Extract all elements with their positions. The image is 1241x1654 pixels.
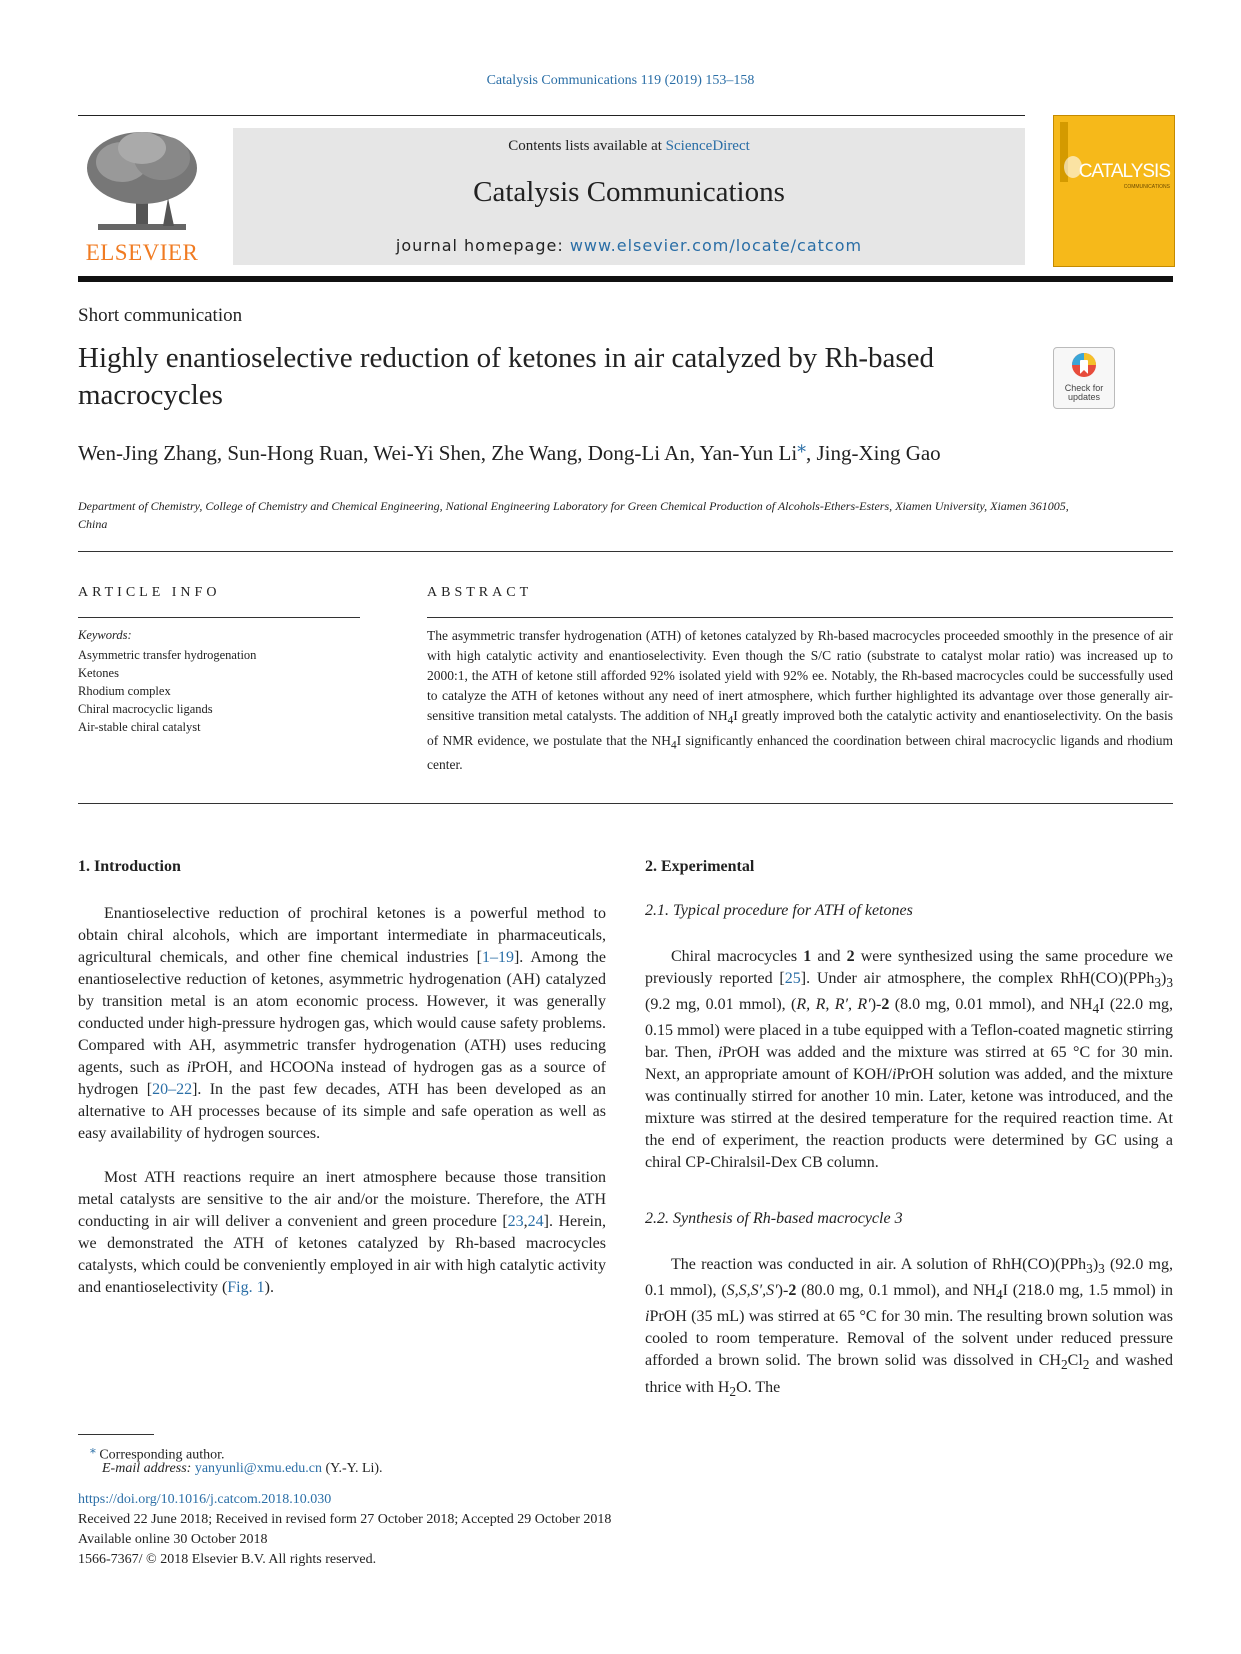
- citation-link[interactable]: 24: [527, 1213, 544, 1230]
- subscript: 3: [1086, 1261, 1093, 1277]
- paper-title: Highly enantioselective reduction of ketones in air catalyzed by Rh-based macrocycles: [78, 342, 935, 411]
- experimental-paragraph: [645, 946, 1173, 1174]
- journal-cover[interactable]: [1053, 115, 1175, 267]
- subscript: 4: [995, 1287, 1003, 1303]
- abstract-text: I significantly enhanced the coordination between chiral macrocyclic ligands and rhodium center.: [427, 732, 1174, 773]
- text: and: [811, 948, 847, 965]
- subscript: 4: [671, 739, 677, 752]
- text: ): [1092, 1256, 1099, 1273]
- check-updates-button[interactable]: [1053, 347, 1115, 409]
- journal-homepage: [233, 236, 1025, 255]
- check-updates-label: Check for updates: [1064, 383, 1104, 402]
- subscript: 4: [1092, 1001, 1100, 1017]
- citation-link[interactable]: 23: [507, 1213, 524, 1230]
- text: S,S,S′,S′: [726, 1282, 778, 1300]
- experimental-paragraph: [645, 1254, 1173, 1403]
- received-dates: Received 22 June 2018; Received in revised form 27 October 2018; Accepted 29 October 2018: [78, 1512, 612, 1527]
- cover-title: CATALYSIS: [1078, 161, 1170, 182]
- text: Chiral macrocycles: [671, 948, 804, 965]
- text: ]. Among the enantioselective reduction of ketones, asymmetric hydrogenation (AH) catalyzed by transition metal is an atom economic process. However, it was generally conducted under high-pressure hydrogen gas, which would cause safety problems. Compared with AH, asymmetric transfer hydrogenation (ATH) uses reducing agents, such as: [78, 949, 606, 1076]
- keywords-label: Keywords:: [78, 628, 132, 642]
- subsection-heading: 2.2. Synthesis of Rh-based macrocycle 3: [645, 1210, 903, 1227]
- top-rule: [78, 115, 1025, 116]
- subscript: 4: [727, 714, 734, 727]
- journal-title: Catalysis Communications: [473, 176, 785, 208]
- subscript: 3: [1098, 1261, 1105, 1277]
- citation-link[interactable]: 1–19: [481, 949, 514, 966]
- text: O. The: [736, 1378, 781, 1396]
- text: ]. Under air atmosphere, the complex RhH(CO)(PPh: [800, 970, 1155, 987]
- check-updates-icon: [1071, 352, 1097, 382]
- authors-text: Wen-Jing Zhang, Sun-Hong Ruan, Wei-Yi Shen, Zhe Wang, Dong-Li An, Yan-Yun Li: [78, 441, 798, 465]
- text: I (22.0 mg, 0.15 mmol) were placed in a tube equipped with a Teflon-coated magnetic stirring bar. Then,: [645, 996, 1174, 1062]
- text: )-: [870, 996, 882, 1014]
- text: )-: [777, 1282, 789, 1300]
- abstract-heading: ABSTRACT: [427, 585, 533, 600]
- abstract-body: [427, 626, 1173, 775]
- footnote-mark: ⁎: [90, 1443, 96, 1456]
- text: i: [645, 1308, 650, 1326]
- author-list: [78, 431, 1018, 468]
- text: (9.2 mg, 0.01 mmol), (: [645, 996, 797, 1014]
- section-heading-introduction: 1. Introduction: [78, 858, 181, 875]
- email-label: E-mail address:: [102, 1461, 195, 1476]
- text: i: [718, 1044, 723, 1062]
- text: ]. In the past few decades, ATH has been developed as an alternative to AH processes because of its simple and safe operation as well as easy availability of hydrogen sources.: [78, 1081, 607, 1142]
- subscript: 2: [1060, 1357, 1068, 1373]
- compound-number: 2: [846, 948, 855, 965]
- keyword: Air-stable chiral catalyst: [78, 720, 201, 734]
- journal-citation[interactable]: Catalysis Communications 119 (2019) 153–158: [486, 73, 755, 88]
- text: (Y.-Y. Li).: [322, 1461, 383, 1476]
- text: PrOH was added and the mixture was stirred at 65 °C for 30 min. Next, an appropriate amount of KOH/: [645, 1044, 1173, 1084]
- text: I (218.0 mg, 1.5 mmol) in: [1002, 1282, 1173, 1300]
- corresponding-author-mark[interactable]: ⁎: [797, 436, 806, 456]
- journal-header-box: [233, 128, 1025, 265]
- compound-number: 2: [788, 1282, 797, 1300]
- divider: [78, 803, 1173, 804]
- section-heading-experimental: 2. Experimental: [645, 858, 755, 875]
- online-date: Available online 30 October 2018: [78, 1532, 268, 1547]
- contents-prefix: Contents lists available at: [508, 138, 666, 154]
- homepage-link[interactable]: www.elsevier.com/locate/catcom: [569, 236, 863, 255]
- article-type: Short communication: [78, 305, 243, 326]
- subscript: 3: [1154, 975, 1161, 991]
- text: ).: [264, 1279, 274, 1296]
- keyword: Ketones: [78, 666, 119, 680]
- header-thick-rule: [78, 276, 1173, 282]
- text: i: [891, 1066, 897, 1084]
- text: (92.0 mg, 0.1 mmol), (: [645, 1256, 1173, 1300]
- footnote-rule: [78, 1434, 154, 1435]
- keyword: Chiral macrocyclic ligands: [78, 702, 213, 716]
- keyword: Asymmetric transfer hydrogenation: [78, 648, 257, 662]
- text: Cl: [1067, 1352, 1083, 1370]
- text: ): [1161, 970, 1167, 987]
- subscript: 2: [1082, 1357, 1090, 1373]
- subscript: 3: [1166, 975, 1173, 991]
- text: (80.0 mg, 0.1 mmol), and NH: [796, 1282, 996, 1300]
- citation-link[interactable]: 25: [784, 970, 801, 987]
- divider: [78, 617, 360, 618]
- cover-subtitle: COMMUNICATIONS: [1123, 184, 1170, 190]
- elsevier-logo-text[interactable]: ELSEVIER: [85, 240, 199, 265]
- abstract-text: The asymmetric transfer hydrogenation (ATH) of ketones catalyzed by Rh-based macrocycles proceeded smoothly in the presence of air with high catalytic activity and enantioselectivity. Even though the S/C ratio (substrate to catalyst molar ratio) was increased up to 2000:1, the ATH of ketone still afforded 92% isolated yield with 92% ee. Notably, the Rh-based macrocycles could be successfully used to catalyze the ATH of ketones without any need of inert atmosphere, which further highlighted its advantage over those generally air-sensitive transition metal catalysts. The addition of NH: [427, 628, 1173, 723]
- text: ]. Herein, we demonstrated the ATH of ketones catalyzed by Rh-based macrocycles catalysts, which could be conveniently employed in air with high catalytic activity and enantioselectivity (: [78, 1213, 607, 1296]
- authors-tail: , Jing-Xing Gao: [805, 441, 941, 465]
- text: PrOH, and HCOONa instead of hydrogen gas as a source of hydrogen [: [78, 1059, 606, 1098]
- abstract-text: I greatly improved both the catalytic activity and enantioselectivity. On the basis of NMR evidence, we postulate that the NH: [427, 708, 1173, 748]
- copyright: 1566-7367/ © 2018 Elsevier B.V. All rights reserved.: [78, 1552, 377, 1567]
- keywords-list: [78, 646, 256, 736]
- text: i: [186, 1059, 192, 1076]
- homepage-prefix: journal homepage:: [395, 236, 570, 255]
- divider: [78, 551, 1173, 552]
- text: Enantioselective reduction of prochiral ketones is a powerful method to obtain chiral alcohols, which are important intermediate in pharmaceuticals, agricultural chemicals, and other fine chemical industries [: [78, 905, 606, 966]
- keyword: Rhodium complex: [78, 684, 171, 698]
- text: were synthesized using the same procedure we previously reported [: [645, 948, 1173, 987]
- text: PrOH solution was added, and the mixture was continually stirred for another 10 min. Later, ketone was introduced, and the mixture was stirred at the desired temperature for the required reaction time. At the end of experiment, the reaction products were determined by GC using a chiral CP-Chiralsil-Dex CB column.: [645, 1066, 1173, 1172]
- compound-number: 1: [803, 948, 812, 965]
- contents-line: [233, 138, 1025, 155]
- citation-link[interactable]: 20–22: [152, 1081, 193, 1098]
- email-note: [102, 1461, 383, 1477]
- figure-link[interactable]: Fig. 1: [227, 1279, 265, 1296]
- intro-paragraph: [78, 903, 606, 1145]
- text: Corresponding author.: [95, 1447, 225, 1463]
- text: PrOH (35 mL) was stirred at 65 °C for 30 min. The resulting brown solution was cooled to room temperature. Removal of the solvent under reduced pressure afforded a brown solid. The brown solid was dissolved in CH: [645, 1308, 1173, 1370]
- compound-number: 2: [881, 996, 890, 1014]
- divider: [427, 617, 1173, 618]
- intro-paragraph: [78, 1167, 606, 1299]
- subsection-heading: 2.1. Typical procedure for ATH of ketones: [645, 902, 913, 919]
- text: ,: [523, 1213, 528, 1230]
- article-info-heading: ARTICLE INFO: [78, 585, 221, 600]
- email-link[interactable]: yanyunli@xmu.edu.cn: [194, 1461, 323, 1476]
- text: The reaction was conducted in air. A solution of RhH(CO)(PPh: [671, 1256, 1087, 1273]
- affiliation: Department of Chemistry, College of Chemistry and Chemical Engineering, National Engineering Laboratory for Green Chemical Production of Alcohols-Ethers-Esters, Xiamen University, Xiamen 361005, China: [78, 499, 1069, 531]
- subscript: 2: [729, 1383, 737, 1399]
- text: Most ATH reactions require an inert atmosphere because those transition metal catalysts are sensitive to the air and/or the moisture. Therefore, the ATH conducting in air will deliver a convenient and green procedure [: [78, 1169, 606, 1230]
- text: and washed thrice with H: [645, 1352, 1173, 1396]
- sciencedirect-link[interactable]: ScienceDirect: [665, 138, 750, 154]
- text: (8.0 mg, 0.01 mmol), and NH: [889, 996, 1093, 1014]
- doi-link[interactable]: https://doi.org/10.1016/j.catcom.2018.10.030: [78, 1492, 332, 1507]
- text: R, R, R′, R′: [796, 996, 871, 1014]
